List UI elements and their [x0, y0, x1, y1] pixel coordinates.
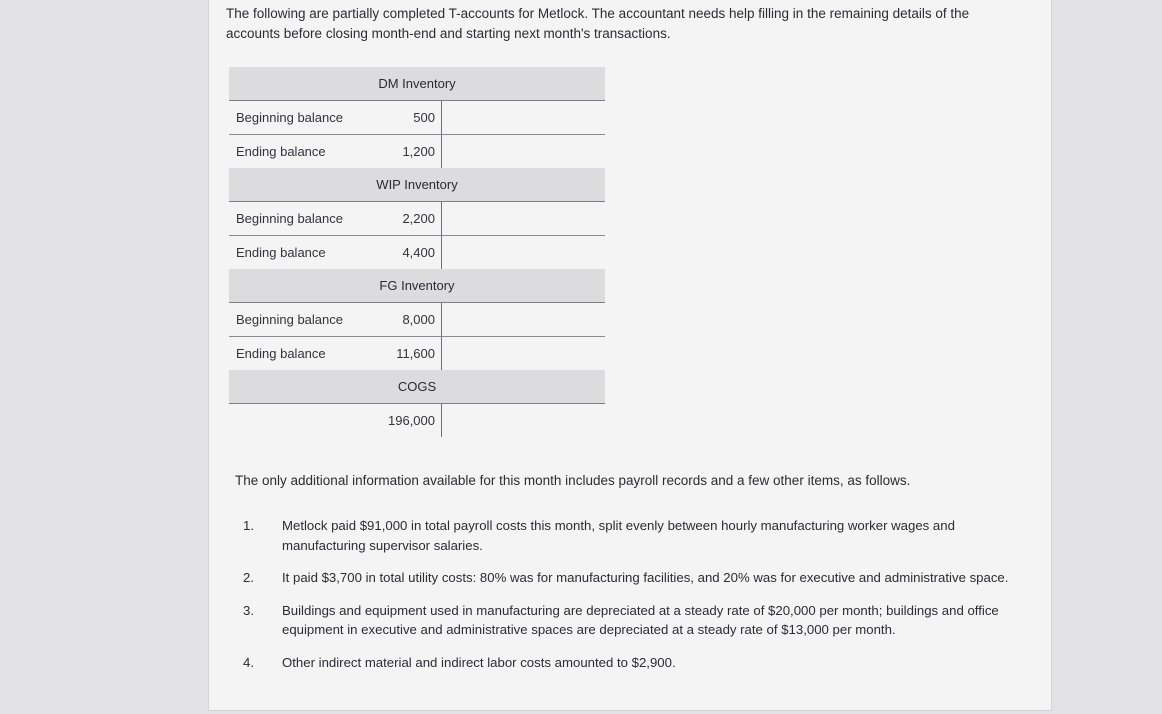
t-account-row [229, 404, 605, 437]
row-label: Ending balance [236, 245, 326, 260]
debit-value: 8,000 [402, 312, 435, 327]
t-account-row [229, 135, 605, 168]
debit-value: 4,400 [402, 245, 435, 260]
row-label: Beginning balance [236, 211, 343, 226]
list-item-number: 2. [243, 570, 254, 585]
t-account-row [229, 337, 605, 370]
debit-value: 500 [413, 110, 435, 125]
credit-cell [441, 135, 605, 168]
credit-cell [441, 202, 605, 235]
debit-value: 2,200 [402, 211, 435, 226]
t-accounts [229, 67, 605, 437]
t-account-title: WIP Inventory [229, 168, 605, 202]
row-label: Ending balance [236, 144, 326, 159]
additional-info-intro: The only additional information available for this month includes payroll records and a few other items, as follows. [235, 473, 911, 488]
t-account-wip-inventory [229, 168, 605, 269]
list-item-number: 1. [243, 518, 254, 533]
debit-value: 1,200 [402, 144, 435, 159]
row-label: Ending balance [236, 346, 326, 361]
debit-value: 196,000 [388, 413, 435, 428]
list-item [239, 516, 1029, 555]
list-item-text: Buildings and equipment used in manufacturing are depreciated at a steady rate of $20,000 per month; buildings and office equipment in executive and administrative spaces are depreciated at a steady rate of $13,000 per month. [282, 602, 999, 637]
debit-value: 11,600 [396, 346, 435, 361]
list-item-number: 4. [243, 654, 254, 670]
list-item [239, 653, 1029, 673]
row-label: Beginning balance [236, 110, 343, 125]
credit-cell [441, 337, 605, 370]
list-item-text: Other indirect material and indirect labor costs amounted to $2,900. [282, 654, 676, 670]
credit-cell [441, 101, 605, 134]
row-label: Beginning balance [236, 312, 343, 327]
list-item [239, 568, 1029, 588]
t-account-row [229, 202, 605, 236]
info-list [239, 516, 1029, 685]
t-account-dm-inventory [229, 67, 605, 168]
t-account-title: COGS [229, 370, 605, 404]
list-item-number: 3. [243, 602, 254, 618]
intro-paragraph: The following are partially completed T-accounts for Metlock. The accountant needs help filling in the remaining details of the accounts before closing month-end and starting next month's transactions. [226, 6, 970, 41]
question-card [208, 0, 1052, 711]
t-account-title: DM Inventory [229, 67, 605, 101]
credit-cell [441, 236, 605, 269]
credit-cell [441, 303, 605, 336]
list-item [239, 601, 1029, 640]
t-account-row [229, 236, 605, 269]
list-item-text: Metlock paid $91,000 in total payroll costs this month, split evenly between hourly manufacturing worker wages and manufacturing supervisor salaries. [282, 518, 955, 553]
list-item-text: It paid $3,700 in total utility costs: 80% was for manufacturing facilities, and 20% was for executive and administrative space. [282, 570, 1009, 585]
t-account-row [229, 303, 605, 337]
credit-cell [441, 404, 605, 437]
t-account-row [229, 101, 605, 135]
t-account-cogs [229, 370, 605, 437]
t-account-title: FG Inventory [229, 269, 605, 303]
t-account-fg-inventory [229, 269, 605, 370]
